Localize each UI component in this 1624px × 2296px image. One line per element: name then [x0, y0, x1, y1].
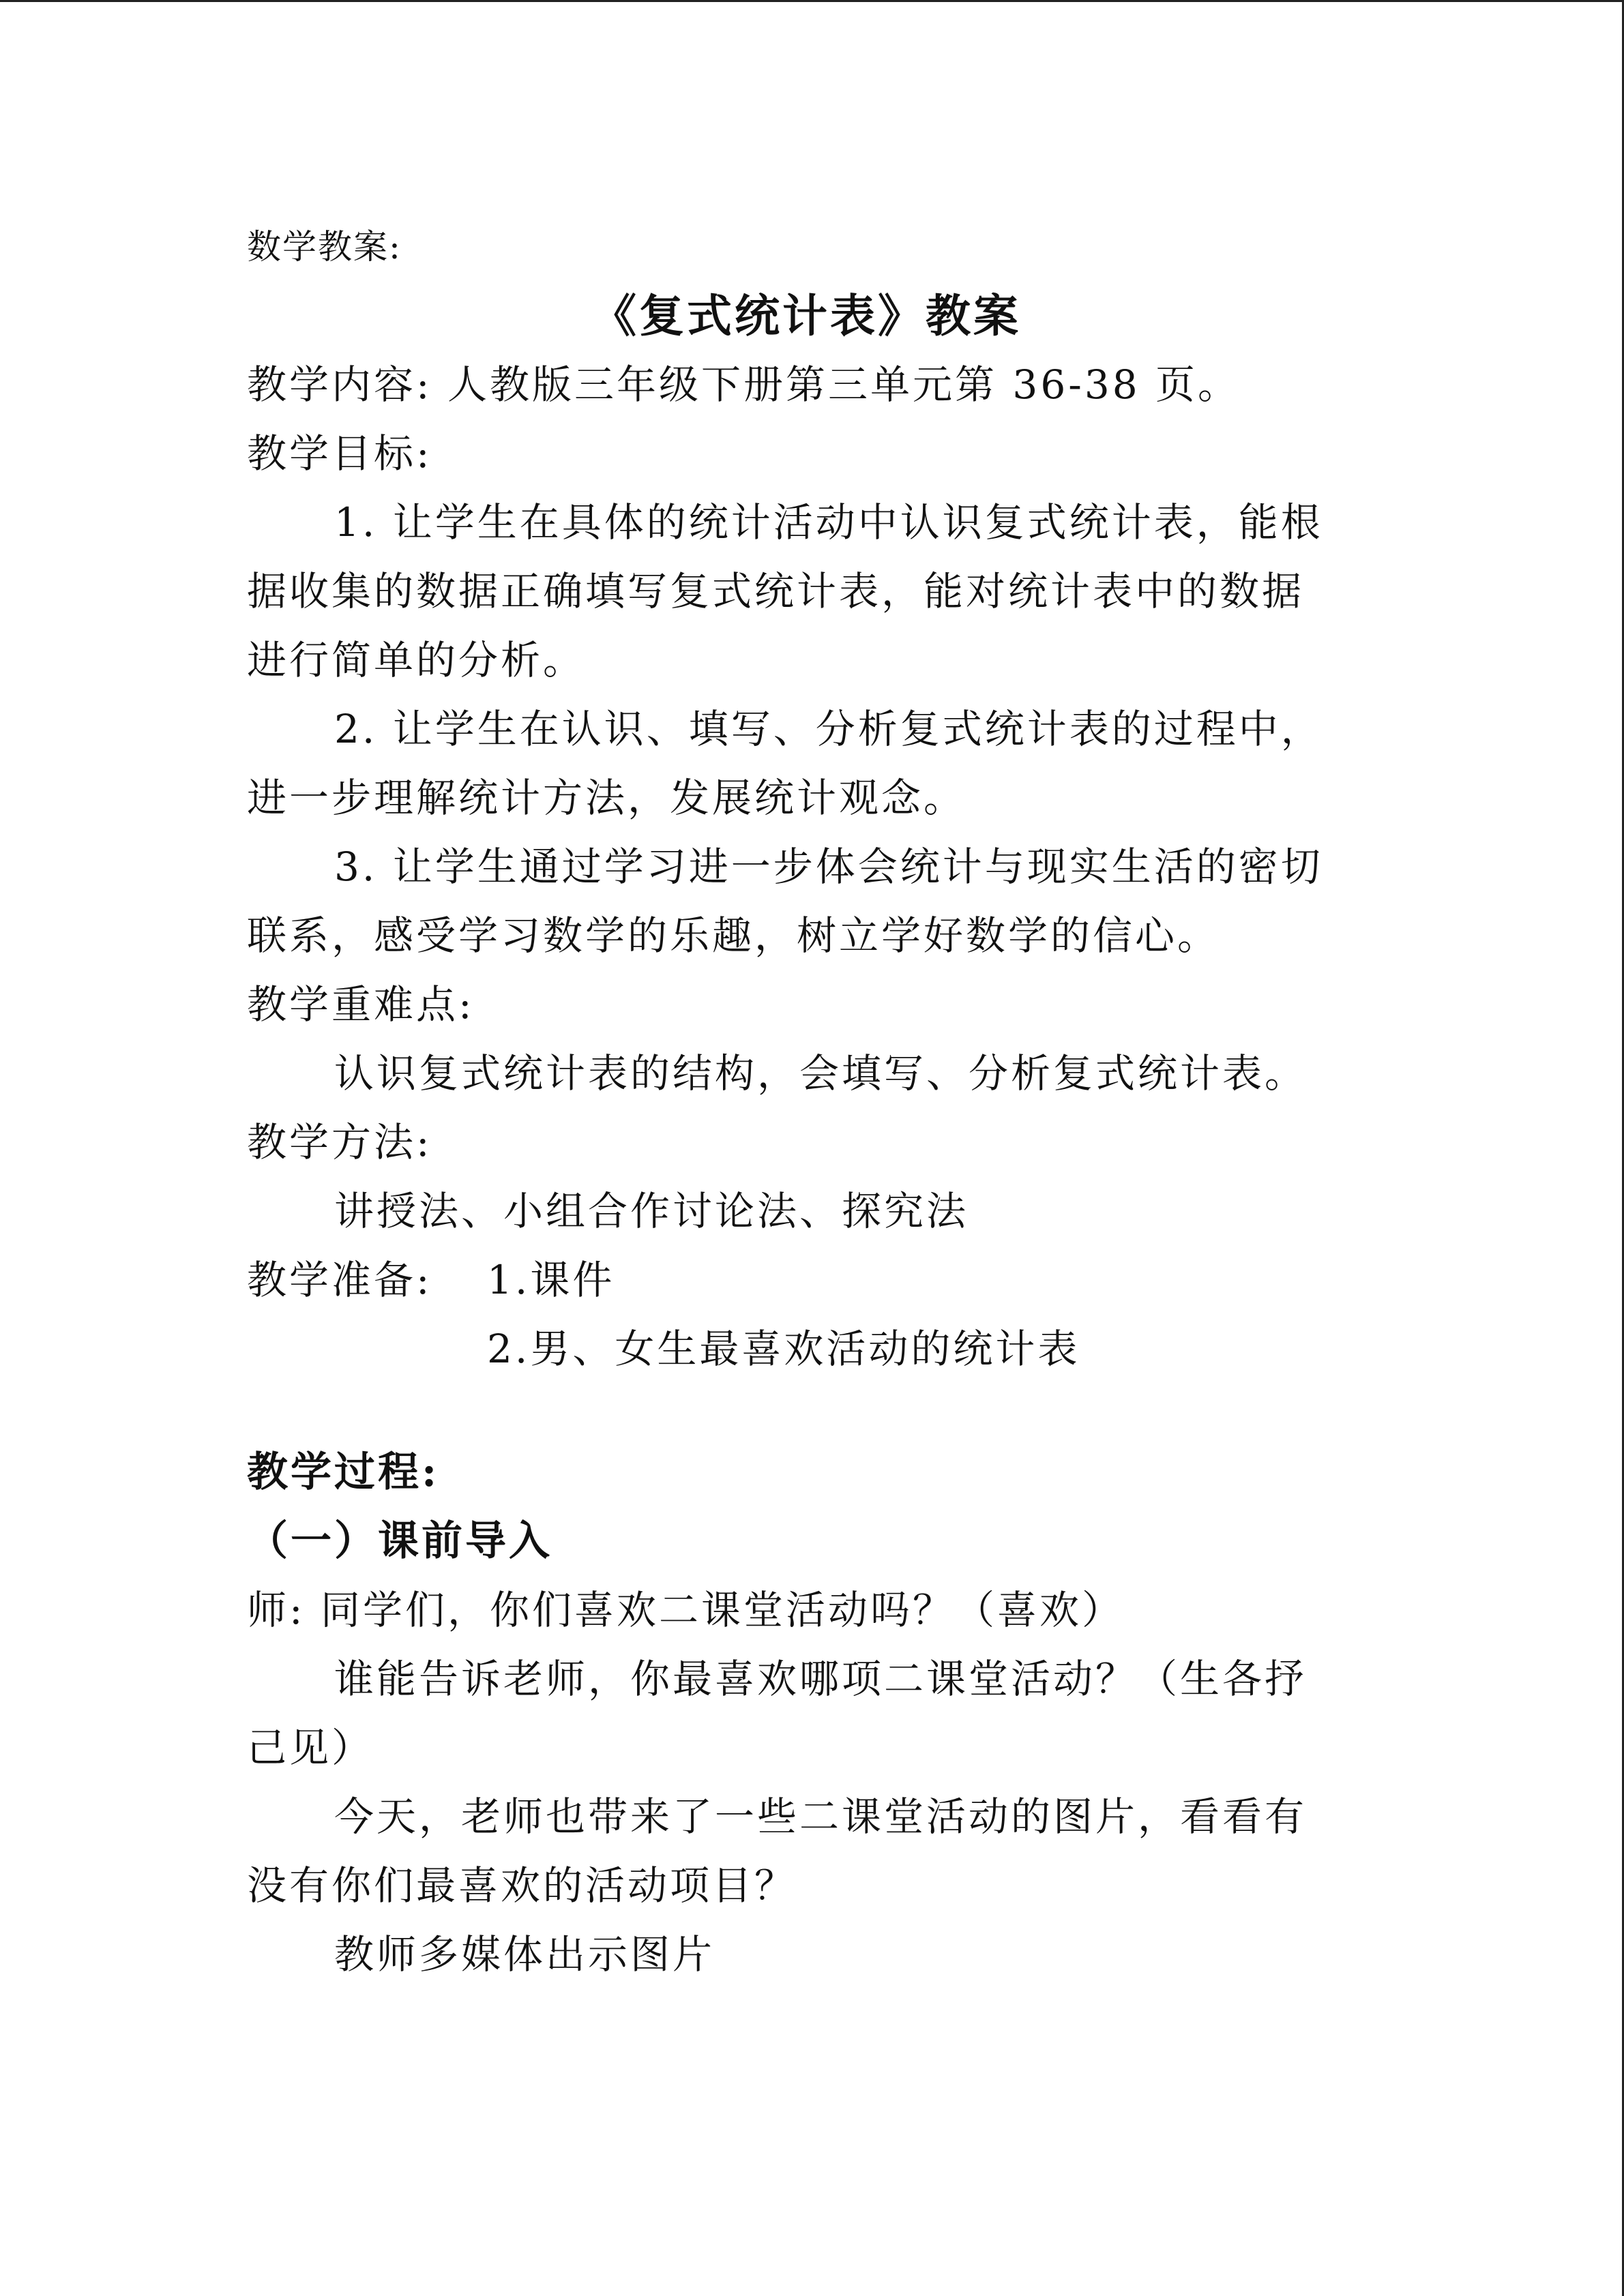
page-top-border — [0, 0, 1624, 2]
section-1-heading: （一）课前导入 — [247, 1517, 552, 1565]
goal-1-line-3: 进行简单的分析。 — [247, 637, 586, 683]
doc-title: 《复式统计表》教案 — [591, 289, 1021, 342]
preparation-row — [247, 1246, 1365, 1315]
preparation-item-2: 2.男、女生最喜欢活动的统计表 — [487, 1326, 1080, 1372]
dialog-4-line: 教师多媒体出示图片 — [334, 1931, 715, 1978]
preparation-item-1: 1.课件 — [487, 1257, 615, 1303]
dialog-line-1: 师: 同学们，你们喜欢二课堂活动吗？（喜欢） — [247, 1587, 1124, 1633]
method-heading: 教学方法: — [247, 1119, 432, 1165]
spacer — [247, 1384, 1365, 1438]
process-heading: 教学过程: — [247, 1448, 440, 1496]
goal-2-line-1: 2. 让学生在认识、填写、分析复式统计表的过程中， — [334, 706, 1323, 752]
dialog-2-line-2: 己见） — [247, 1725, 374, 1771]
method-text: 讲授法、小组合作讨论法、探究法 — [334, 1188, 969, 1234]
goal-1-line-2: 据收集的数据正确填写复式统计表，能对统计表中的数据 — [247, 568, 1305, 614]
document-page — [247, 213, 1365, 1989]
key-points-text: 认识复式统计表的结构，会填写、分析复式统计表。 — [334, 1050, 1308, 1097]
dialog-3-line-2: 没有你们最喜欢的活动项目？ — [247, 1862, 797, 1909]
goal-3-line-1: 3. 让学生通过学习进一步体会统计与现实生活的密切 — [334, 844, 1323, 890]
goal-1-line-1: 1. 让学生在具体的统计活动中认识复式统计表，能根 — [334, 499, 1323, 546]
dialog-2-line-1: 谁能告诉老师，你最喜欢哪项二课堂活动？（生各抒 — [334, 1656, 1308, 1702]
preparation-label: 教学准备: — [247, 1257, 432, 1303]
teaching-content: 教学内容: 人教版三年级下册第三单元第 36-38 页。 — [247, 361, 1241, 408]
doc-header: 数学教案: — [247, 227, 402, 267]
goal-2-line-2: 进一步理解统计方法，发展统计观念。 — [247, 775, 966, 821]
goals-heading: 教学目标: — [247, 430, 432, 477]
key-points-heading: 教学重难点: — [247, 981, 475, 1028]
dialog-3-line-1: 今天，老师也带来了一些二课堂活动的图片，看看有 — [334, 1793, 1308, 1840]
goal-3-line-2: 联系，感受学习数学的乐趣，树立学好数学的信心。 — [247, 912, 1220, 959]
